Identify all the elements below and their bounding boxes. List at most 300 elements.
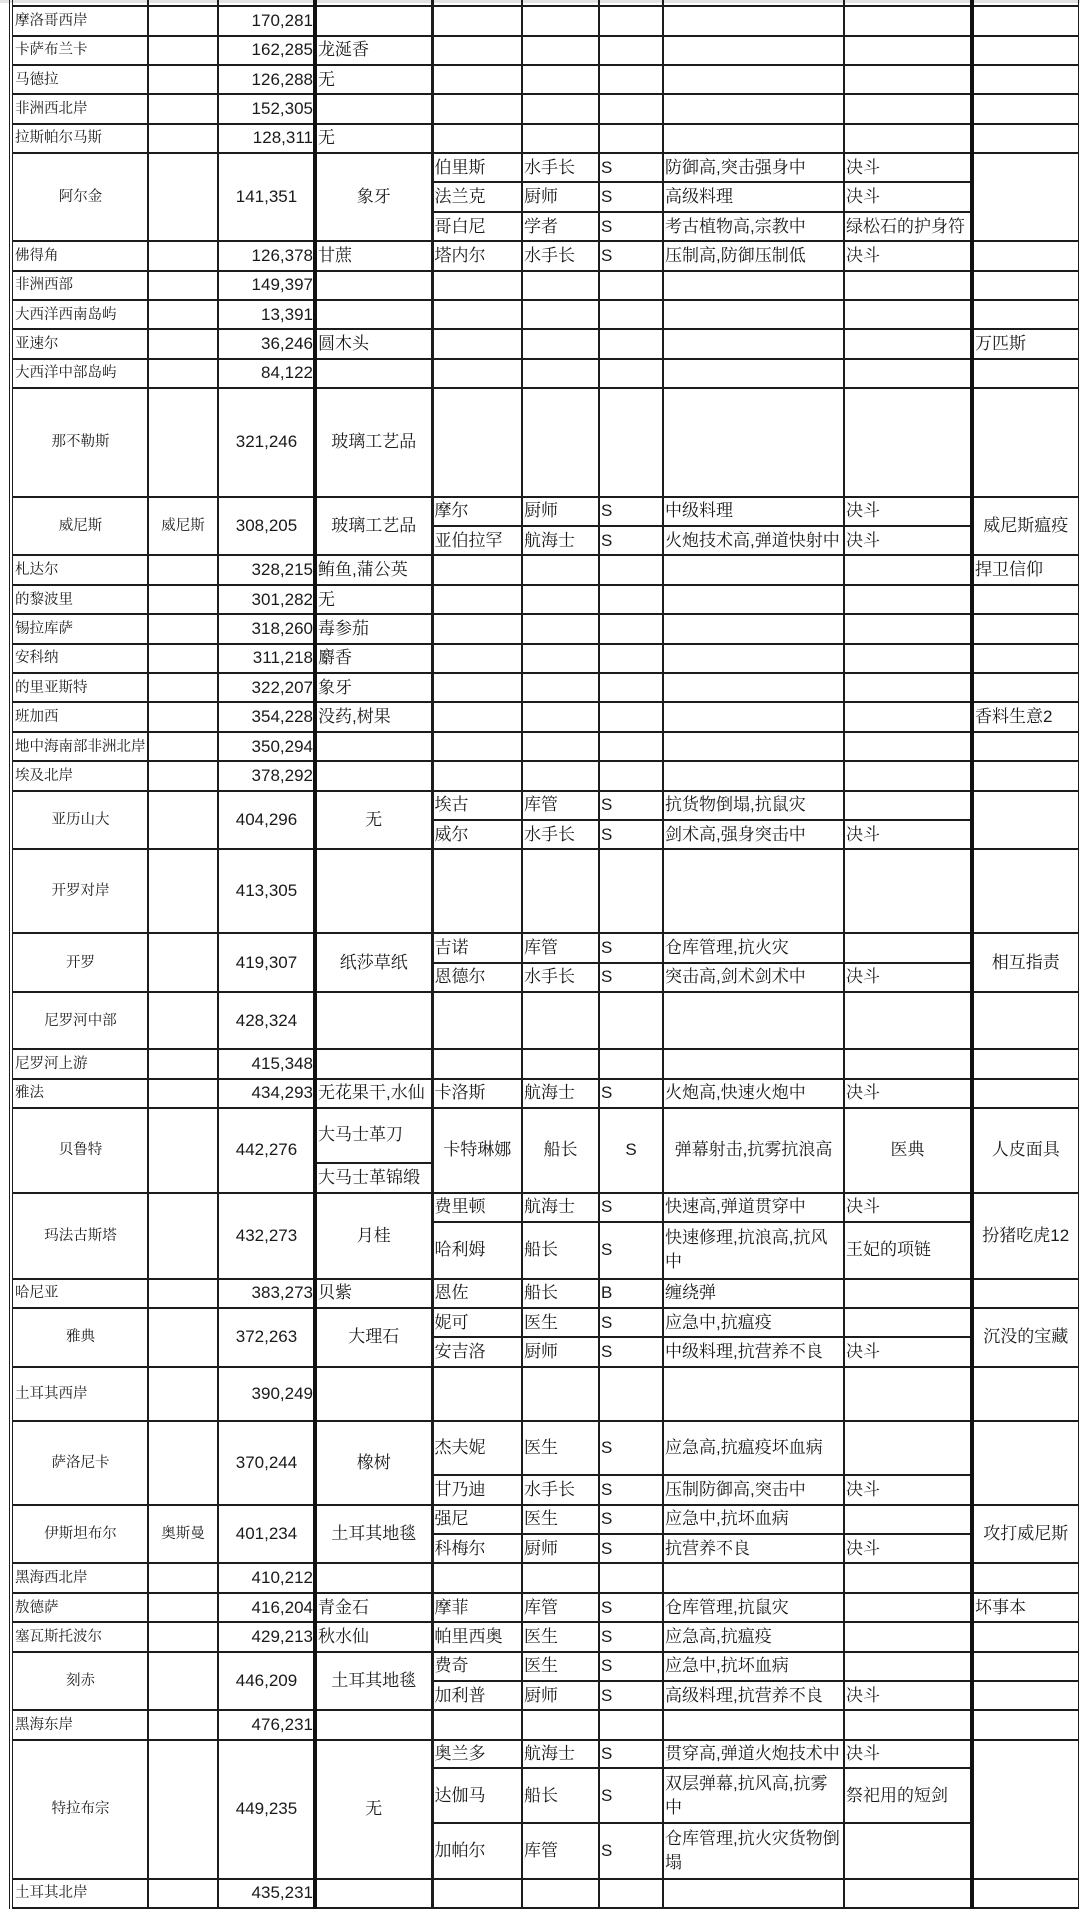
quest-cell <box>972 1652 1079 1681</box>
goods-cell: 无 <box>315 65 432 94</box>
quest-cell <box>972 271 1079 300</box>
crew-item-cell: 决斗 <box>844 963 972 992</box>
quest-cell <box>972 153 1079 241</box>
crew-rank-cell <box>599 94 663 123</box>
crew-name-cell: 伯里斯 <box>432 153 522 182</box>
crew-job-cell: 航海士 <box>522 526 599 555</box>
crew-item-cell <box>844 614 972 643</box>
port-name-cell: 开罗对岸 <box>11 849 148 933</box>
port-name-cell: 锡拉库萨 <box>11 614 148 643</box>
crew-rank-cell <box>599 300 663 329</box>
crew-item-cell <box>844 933 972 962</box>
crew-rank-cell: S <box>599 1421 663 1476</box>
region-cell <box>148 1279 218 1308</box>
region-cell <box>148 94 218 123</box>
crew-skills-cell <box>663 673 844 702</box>
crew-rank-cell <box>599 1710 663 1739</box>
table-row <box>11 1193 1079 1222</box>
goods-cell: 玻璃工艺品 <box>315 388 432 497</box>
crew-skills-cell <box>663 6 844 36</box>
port-name-cell: 萨洛尼卡 <box>11 1421 148 1505</box>
table-row <box>11 1563 1079 1592</box>
crew-item-cell <box>844 1652 972 1681</box>
quest-cell <box>972 36 1079 65</box>
crew-name-cell <box>432 124 522 153</box>
region-cell <box>148 153 218 241</box>
goods-cell: 甘蔗 <box>315 241 432 270</box>
crew-job-cell: 医生 <box>522 1652 599 1681</box>
goods-cell <box>315 94 432 123</box>
crew-rank-cell: S <box>599 1681 663 1710</box>
crew-name-cell: 恩佐 <box>432 1279 522 1308</box>
crew-item-cell <box>844 65 972 94</box>
crew-skills-cell <box>663 761 844 790</box>
goods-cell: 无花果干,水仙 <box>315 1079 432 1108</box>
crew-item-cell <box>844 992 972 1049</box>
crew-skills-cell <box>663 702 844 731</box>
quest-cell: 相互指责 <box>972 933 1079 992</box>
port-name-cell: 伊斯坦布尔 <box>11 1505 148 1564</box>
crew-name-cell <box>432 388 522 497</box>
region-cell <box>148 1193 218 1279</box>
crew-job-cell: 水手长 <box>522 241 599 270</box>
crew-job-cell: 库管 <box>522 1593 599 1622</box>
crew-item-cell: 医典 <box>844 1108 972 1193</box>
port-name-cell: 威尼斯 <box>11 497 148 556</box>
crew-skills-cell <box>663 124 844 153</box>
price-cell: 404,296 <box>218 791 315 850</box>
port-name-cell: 佛得角 <box>11 241 148 270</box>
crew-rank-cell: S <box>599 1652 663 1681</box>
crew-name-cell <box>432 65 522 94</box>
crew-job-cell: 学者 <box>522 212 599 241</box>
port-name-cell: 的里亚斯特 <box>11 673 148 702</box>
crew-name-cell <box>432 36 522 65</box>
crew-skills-cell: 应急中,抗坏血病 <box>663 1505 844 1534</box>
crew-item-cell <box>844 1049 972 1078</box>
goods-cell: 圆木头 <box>315 329 432 358</box>
table-row <box>11 1108 1079 1163</box>
price-cell: 13,391 <box>218 300 315 329</box>
goods-cell: 没药,树果 <box>315 702 432 731</box>
quest-cell: 沉没的宝藏 <box>972 1308 1079 1367</box>
crew-rank-cell: S <box>599 1308 663 1337</box>
crew-name-cell <box>432 1367 522 1421</box>
crew-rank-cell: S <box>599 497 663 526</box>
table-row <box>11 1049 1079 1078</box>
table-row <box>11 300 1079 329</box>
crew-skills-cell <box>663 36 844 65</box>
crew-skills-cell: 应急中,抗瘟疫 <box>663 1308 844 1337</box>
crew-item-cell <box>844 1710 972 1739</box>
crew-item-cell <box>844 849 972 933</box>
crew-name-cell <box>432 300 522 329</box>
crew-job-cell: 医生 <box>522 1308 599 1337</box>
crew-job-cell <box>522 585 599 614</box>
crew-item-cell <box>844 1563 972 1592</box>
crew-job-cell: 厨师 <box>522 182 599 211</box>
table-row <box>11 1421 1079 1476</box>
goods-cell: 象牙 <box>315 673 432 702</box>
crew-name-cell: 杰夫妮 <box>432 1421 522 1476</box>
goods-cell <box>315 992 432 1049</box>
region-cell <box>148 65 218 94</box>
crew-name-cell <box>432 614 522 643</box>
table-row <box>11 124 1079 153</box>
quest-cell <box>972 6 1079 36</box>
price-cell: 149,397 <box>218 271 315 300</box>
port-spreadsheet <box>9 0 1080 1909</box>
crew-rank-cell: S <box>599 1505 663 1534</box>
crew-job-cell: 厨师 <box>522 1337 599 1366</box>
crew-job-cell: 水手长 <box>522 963 599 992</box>
crew-item-cell <box>844 732 972 761</box>
port-name-cell: 马德拉 <box>11 65 148 94</box>
crew-job-cell: 医生 <box>522 1421 599 1476</box>
price-cell: 434,293 <box>218 1079 315 1108</box>
port-name-cell: 非洲西北岸 <box>11 94 148 123</box>
region-cell <box>148 555 218 584</box>
goods-cell: 土耳其地毯 <box>315 1652 432 1711</box>
crew-job-cell <box>522 1879 599 1908</box>
quest-cell: 人皮面具 <box>972 1108 1079 1193</box>
region-cell <box>148 124 218 153</box>
crew-skills-cell: 快速修理,抗浪高,抗风中 <box>663 1222 844 1279</box>
port-name-cell: 卡萨布兰卡 <box>11 36 148 65</box>
price-cell: 383,273 <box>218 1279 315 1308</box>
crew-rank-cell <box>599 1367 663 1421</box>
region-cell <box>148 761 218 790</box>
goods-cell <box>315 6 432 36</box>
region-cell <box>148 388 218 497</box>
quest-cell <box>972 94 1079 123</box>
quest-cell <box>972 732 1079 761</box>
price-cell: 410,212 <box>218 1563 315 1592</box>
crew-name-cell: 法兰克 <box>432 182 522 211</box>
region-cell <box>148 1049 218 1078</box>
price-cell: 318,260 <box>218 614 315 643</box>
price-cell: 308,205 <box>218 497 315 556</box>
crew-skills-cell: 贯穿高,弹道火炮技术中 <box>663 1740 844 1769</box>
table-row <box>11 1079 1079 1108</box>
price-cell: 378,292 <box>218 761 315 790</box>
crew-rank-cell: S <box>599 1593 663 1622</box>
crew-rank-cell: S <box>599 182 663 211</box>
table-row <box>11 1367 1079 1421</box>
table-row <box>11 1308 1079 1337</box>
region-cell <box>148 1740 218 1879</box>
crew-rank-cell <box>599 555 663 584</box>
crew-item-cell <box>844 1505 972 1534</box>
region-cell <box>148 1563 218 1592</box>
crew-skills-cell: 应急高,抗瘟疫坏血病 <box>663 1421 844 1476</box>
port-name-cell: 塞瓦斯托波尔 <box>11 1622 148 1651</box>
quest-cell: 万匹斯 <box>972 329 1079 358</box>
crew-name-cell <box>432 271 522 300</box>
crew-job-cell <box>522 359 599 388</box>
crew-job-cell: 库管 <box>522 791 599 820</box>
goods-cell <box>315 732 432 761</box>
crew-item-cell: 决斗 <box>844 497 972 526</box>
quest-cell <box>972 1367 1079 1421</box>
port-name-cell: 特拉布宗 <box>11 1740 148 1879</box>
price-cell: 390,249 <box>218 1367 315 1421</box>
crew-item-cell <box>844 1879 972 1908</box>
goods-cell: 土耳其地毯 <box>315 1505 432 1564</box>
price-cell: 413,305 <box>218 849 315 933</box>
table-row <box>11 644 1079 673</box>
quest-cell <box>972 65 1079 94</box>
crew-rank-cell <box>599 732 663 761</box>
crew-name-cell: 威尔 <box>432 820 522 849</box>
goods-cell: 龙涎香 <box>315 36 432 65</box>
crew-job-cell: 厨师 <box>522 1534 599 1563</box>
crew-item-cell: 绿松石的护身符 <box>844 212 972 241</box>
port-name-cell: 札达尔 <box>11 555 148 584</box>
crew-name-cell: 费里顿 <box>432 1193 522 1222</box>
table-row <box>11 761 1079 790</box>
port-name-cell: 亚历山大 <box>11 791 148 850</box>
port-name-cell: 土耳其西岸 <box>11 1367 148 1421</box>
region-cell <box>148 992 218 1049</box>
crew-rank-cell <box>599 614 663 643</box>
crew-skills-cell <box>663 1879 844 1908</box>
crew-rank-cell: S <box>599 791 663 820</box>
crew-skills-cell: 仓库管理,抗火灾货物倒塌 <box>663 1823 844 1879</box>
port-name-cell: 开罗 <box>11 933 148 992</box>
port-name-cell: 班加西 <box>11 702 148 731</box>
table-row <box>11 614 1079 643</box>
goods-cell: 鲔鱼,蒲公英 <box>315 555 432 584</box>
crew-item-cell: 决斗 <box>844 1534 972 1563</box>
crew-name-cell: 强尼 <box>432 1505 522 1534</box>
crew-rank-cell <box>599 124 663 153</box>
crew-rank-cell: S <box>599 153 663 182</box>
crew-job-cell <box>522 1710 599 1739</box>
quest-cell <box>972 849 1079 933</box>
region-cell: 奥斯曼 <box>148 1505 218 1564</box>
crew-skills-cell <box>663 849 844 933</box>
crew-item-cell: 决斗 <box>844 820 972 849</box>
price-cell: 141,351 <box>218 153 315 241</box>
crew-item-cell <box>844 359 972 388</box>
crew-name-cell: 哈利姆 <box>432 1222 522 1279</box>
crew-rank-cell: S <box>599 1222 663 1279</box>
goods-cell: 无 <box>315 1740 432 1879</box>
price-cell: 416,204 <box>218 1593 315 1622</box>
table-row <box>11 329 1079 358</box>
quest-cell: 扮猪吃虎12 <box>972 1193 1079 1279</box>
table-row <box>11 271 1079 300</box>
goods-cell: 大理石 <box>315 1308 432 1367</box>
region-cell <box>148 271 218 300</box>
crew-item-cell <box>844 1823 972 1879</box>
port-name-cell: 雅典 <box>11 1308 148 1367</box>
quest-cell: 威尼斯瘟疫 <box>972 497 1079 556</box>
crew-job-cell <box>522 94 599 123</box>
crew-rank-cell: S <box>599 1337 663 1366</box>
crew-item-cell <box>844 1367 972 1421</box>
crew-job-cell <box>522 1563 599 1592</box>
table-row <box>11 497 1079 526</box>
goods-cell <box>315 1367 432 1421</box>
table-row <box>11 1710 1079 1739</box>
port-name-cell: 玛法古斯塔 <box>11 1193 148 1279</box>
crew-rank-cell <box>599 673 663 702</box>
region-cell <box>148 1308 218 1367</box>
crew-job-cell: 库管 <box>522 1823 599 1879</box>
goods-cell: 无 <box>315 791 432 850</box>
table-row <box>11 791 1079 820</box>
price-cell: 372,263 <box>218 1308 315 1367</box>
price-cell: 301,282 <box>218 585 315 614</box>
crew-skills-cell <box>663 1367 844 1421</box>
crew-name-cell: 甘乃迪 <box>432 1475 522 1504</box>
table-row <box>11 732 1079 761</box>
crew-rank-cell: S <box>599 933 663 962</box>
port-name-cell: 敖德萨 <box>11 1593 148 1622</box>
crew-skills-cell <box>663 1049 844 1078</box>
region-cell <box>148 1652 218 1711</box>
price-cell: 321,246 <box>218 388 315 497</box>
table-row <box>11 1879 1079 1908</box>
crew-rank-cell: S <box>599 1768 663 1823</box>
goods-cell: 贝紫 <box>315 1279 432 1308</box>
crew-item-cell <box>844 791 972 820</box>
price-cell: 476,231 <box>218 1710 315 1739</box>
crew-item-cell <box>844 6 972 36</box>
quest-cell: 捍卫信仰 <box>972 555 1079 584</box>
region-cell <box>148 791 218 850</box>
goods-cell: 青金石 <box>315 1593 432 1622</box>
crew-job-cell <box>522 673 599 702</box>
goods-cell <box>315 761 432 790</box>
region-cell <box>148 36 218 65</box>
crew-item-cell: 祭祀用的短剑 <box>844 1768 972 1823</box>
quest-cell <box>972 1421 1079 1505</box>
crew-job-cell: 航海士 <box>522 1193 599 1222</box>
price-cell: 152,305 <box>218 94 315 123</box>
crew-skills-cell: 火炮技术高,弹道快射中 <box>663 526 844 555</box>
crew-job-cell <box>522 65 599 94</box>
table-row <box>11 992 1079 1049</box>
crew-job-cell: 库管 <box>522 933 599 962</box>
crew-skills-cell: 快速高,弹道贯穿中 <box>663 1193 844 1222</box>
crew-skills-cell: 缠绕弹 <box>663 1279 844 1308</box>
crew-skills-cell: 仓库管理,抗鼠灾 <box>663 1593 844 1622</box>
crew-name-cell: 费奇 <box>432 1652 522 1681</box>
crew-rank-cell <box>599 1879 663 1908</box>
crew-item-cell <box>844 36 972 65</box>
table-row <box>11 1279 1079 1308</box>
price-cell: 126,378 <box>218 241 315 270</box>
crew-job-cell: 航海士 <box>522 1740 599 1769</box>
crew-name-cell: 卡特琳娜 <box>432 1108 522 1193</box>
price-cell: 446,209 <box>218 1652 315 1711</box>
crew-job-cell <box>522 702 599 731</box>
crew-rank-cell <box>599 702 663 731</box>
quest-cell: 攻打威尼斯 <box>972 1505 1079 1564</box>
region-cell <box>148 644 218 673</box>
price-cell: 419,307 <box>218 933 315 992</box>
table-row <box>11 241 1079 270</box>
table-row <box>11 388 1079 497</box>
crew-rank-cell: S <box>599 241 663 270</box>
crew-skills-cell <box>663 65 844 94</box>
crew-item-cell: 决斗 <box>844 1740 972 1769</box>
crew-item-cell: 决斗 <box>844 1079 972 1108</box>
crew-item-cell: 决斗 <box>844 182 972 211</box>
crew-rank-cell <box>599 388 663 497</box>
crew-name-cell <box>432 644 522 673</box>
crew-name-cell: 奥兰多 <box>432 1740 522 1769</box>
goods-cell: 大马士革刀 <box>315 1108 432 1163</box>
crew-name-cell <box>432 732 522 761</box>
table-row <box>11 555 1079 584</box>
port-name-cell: 刻赤 <box>11 1652 148 1711</box>
crew-item-cell: 决斗 <box>844 153 972 182</box>
crew-skills-cell: 应急高,抗瘟疫 <box>663 1622 844 1651</box>
table-row <box>11 1622 1079 1651</box>
region-cell <box>148 1879 218 1908</box>
quest-cell <box>972 1710 1079 1739</box>
table-row <box>11 1652 1079 1681</box>
crew-name-cell <box>432 992 522 1049</box>
crew-skills-cell: 双层弹幕,抗风高,抗雾中 <box>663 1768 844 1823</box>
port-name-cell: 黑海西北岸 <box>11 1563 148 1592</box>
quest-cell: 坏事本 <box>972 1593 1079 1622</box>
table-row <box>11 94 1079 123</box>
table-row <box>11 1505 1079 1534</box>
price-cell: 36,246 <box>218 329 315 358</box>
crew-skills-cell <box>663 644 844 673</box>
crew-skills-cell: 中级料理,抗营养不良 <box>663 1337 844 1366</box>
region-cell <box>148 673 218 702</box>
crew-skills-cell <box>663 388 844 497</box>
table-row <box>11 585 1079 614</box>
crew-rank-cell <box>599 65 663 94</box>
crew-name-cell <box>432 1049 522 1078</box>
crew-item-cell <box>844 644 972 673</box>
price-cell: 162,285 <box>218 36 315 65</box>
crew-job-cell: 水手长 <box>522 820 599 849</box>
table-row <box>11 673 1079 702</box>
crew-skills-cell: 弹幕射击,抗雾抗浪高 <box>663 1108 844 1193</box>
crew-rank-cell <box>599 6 663 36</box>
crew-job-cell <box>522 300 599 329</box>
crew-job-cell <box>522 329 599 358</box>
region-cell <box>148 359 218 388</box>
crew-rank-cell <box>599 585 663 614</box>
port-name-cell: 雅法 <box>11 1079 148 1108</box>
port-name-cell: 大西洋西南岛屿 <box>11 300 148 329</box>
price-cell: 442,276 <box>218 1108 315 1193</box>
crew-job-cell: 医生 <box>522 1622 599 1651</box>
table-row <box>11 1740 1079 1769</box>
goods-cell <box>315 271 432 300</box>
crew-rank-cell: S <box>599 1193 663 1222</box>
crew-item-cell: 决斗 <box>844 1681 972 1710</box>
crew-item-cell <box>844 271 972 300</box>
price-cell: 126,288 <box>218 65 315 94</box>
quest-cell <box>972 644 1079 673</box>
crew-skills-cell <box>663 555 844 584</box>
crew-skills-cell: 压制高,防御压制低 <box>663 241 844 270</box>
port-name-cell: 阿尔金 <box>11 153 148 241</box>
goods-cell: 橡树 <box>315 1421 432 1505</box>
table-row <box>11 359 1079 388</box>
crew-skills-cell <box>663 359 844 388</box>
